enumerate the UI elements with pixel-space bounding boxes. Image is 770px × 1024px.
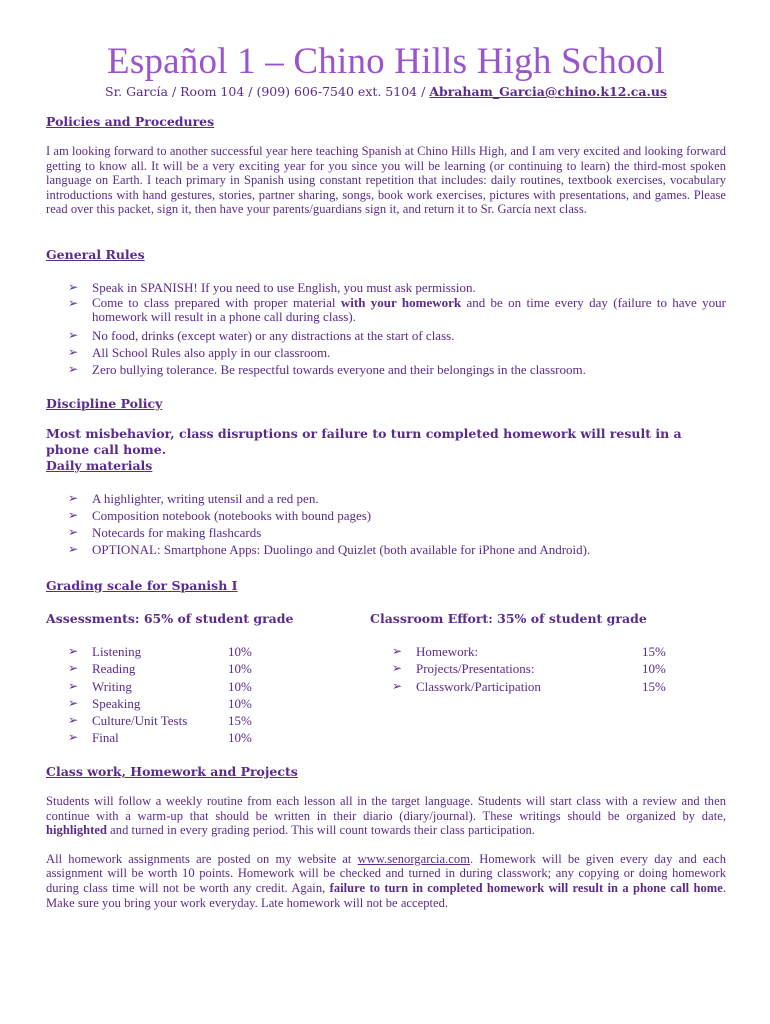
classroom-effort-list [392,643,682,695]
list-item: ➢ Listening 10% [68,644,252,659]
page-title: Español 1 – Chino Hills High School [107,41,665,82]
contact-info: Sr. García / Room 104 / (909) 606-7540 ext. 5104 / [105,84,430,99]
arrow-bullet-icon: ➢ [68,345,79,359]
materials-section [46,458,726,558]
assessments-list [68,643,268,747]
arrow-bullet-icon: ➢ [68,491,79,505]
materials-heading: Daily materials [46,458,153,473]
policies-heading: Policies and Procedures [46,114,215,129]
general-rules-heading: General Rules [46,247,145,262]
list-item: ➢ Composition notebook (notebooks with bound pages) [68,508,372,523]
classwork-paragraph-2: All homework assignments are posted on my website at www.senorgarcia.com. Homework will be given every day and each assignment will be worth 10 points. Homework will be checked and turned in during classwork; any copying or doing homework during class time will not be worth any credit. Again, failure to turn in completed homework will result in a phone call home. Make sure you bring your work everyday. Late homework will not be accepted. [46,851,727,910]
classwork-heading: Class work, Homework and Projects [46,764,298,779]
classwork-paragraph-1: Students will follow a weekly routine from each lesson all in the target language. Students will start class with a review and then continue with a warm-up that should be written in their diario (diary/journal). These writings should be organized by date, highlighted and turned in every grading period. This will count towards their class participation. [46,794,726,838]
arrow-bullet-icon: ➢ [68,362,79,376]
list-item: ➢ Projects/Presentations: 10% [392,661,666,677]
arrow-bullet-icon: ➢ [68,525,79,539]
list-item: ➢ Zero bullying tolerance. Be respectful towards everyone and their belongings in the classroom. [68,362,586,377]
arrow-bullet-icon: ➢ [68,280,79,294]
email-link[interactable]: Abraham_Garcia@chino.k12.ca.us [429,84,667,99]
discipline-heading: Discipline Policy [46,396,163,411]
contact-line [46,84,726,100]
list-item: ➢ Notecards for making flashcards [68,525,262,540]
website-link[interactable]: www.senorgarcia.com [357,851,470,866]
arrow-bullet-icon: ➢ [68,661,79,676]
list-item: ➢ Final 10% [68,730,252,746]
list-item: ➢ Reading 10% [68,661,252,677]
classwork-section [46,764,726,910]
policies-text: I am looking forward to another successful year here teaching Spanish at Chino Hills High, and I am very excited and looking forward getting to know all. It will be a very exciting year for you since you will be learning (or continuing to learn) the third-most spoken language on Earth. I teach primary in Spanish using constant repetition that includes: daily routines, textbook exercises, vocabulary introductions with hand gestures, stories, partner sharing, songs, book work exercises, pictures with presentations, and games. Please read over this packet, sign it, then have your parents/guardians sign it, and return it to Sr. García next class. [46,144,726,217]
discipline-text: Most misbehavior, class disruptions or failure to turn completed homework will result in a phone call home. [46,426,682,457]
general-rules-section [46,247,726,378]
arrow-bullet-icon: ➢ [68,644,79,658]
arrow-bullet-icon: ➢ [68,296,79,310]
arrow-bullet-icon: ➢ [392,661,403,676]
list-item: ➢ No food, drinks (except water) or any distractions at the start of class. [68,328,455,343]
list-item: ➢ Classwork/Participation 15% [392,678,666,694]
assessments-heading: Assessments: 65% of student grade [46,611,294,626]
list-item: ➢ A highlighter, writing utensil and a red pen. [68,491,319,506]
list-item: ➢ Culture/Unit Tests 15% [68,713,252,729]
materials-list [46,490,726,558]
list-item: ➢ Speak in SPANISH! If you need to use English, you must ask permission. [68,280,476,295]
general-rules-list [46,279,726,378]
list-item: ➢ Writing 10% [68,678,252,694]
list-item: ➢ Homework: 15% [392,644,666,659]
arrow-bullet-icon: ➢ [68,730,79,745]
arrow-bullet-icon: ➢ [68,542,79,556]
arrow-bullet-icon: ➢ [68,328,79,342]
arrow-bullet-icon: ➢ [68,695,79,710]
list-item: ➢ OPTIONAL: Smartphone Apps: Duolingo and Quizlet (both available for iPhone and Android). [68,542,591,557]
arrow-bullet-icon: ➢ [68,508,79,522]
policies-section [46,114,726,217]
classroom-effort-heading: Classroom Effort: 35% of student grade [370,611,647,626]
grading-heading: Grading scale for Spanish I [46,578,238,593]
arrow-bullet-icon: ➢ [392,678,403,693]
arrow-bullet-icon: ➢ [68,713,79,728]
list-item: ➢ Speaking 10% [68,695,252,711]
list-item: ➢ All School Rules also apply in our classroom. [68,345,331,360]
arrow-bullet-icon: ➢ [68,678,79,693]
list-item: ➢ Come to class prepared with proper material with your homework and be on time every day (failure to have your homework will result in a phone call during class). [68,295,726,324]
grading-section [46,578,726,594]
arrow-bullet-icon: ➢ [392,644,403,658]
discipline-section [46,396,726,458]
